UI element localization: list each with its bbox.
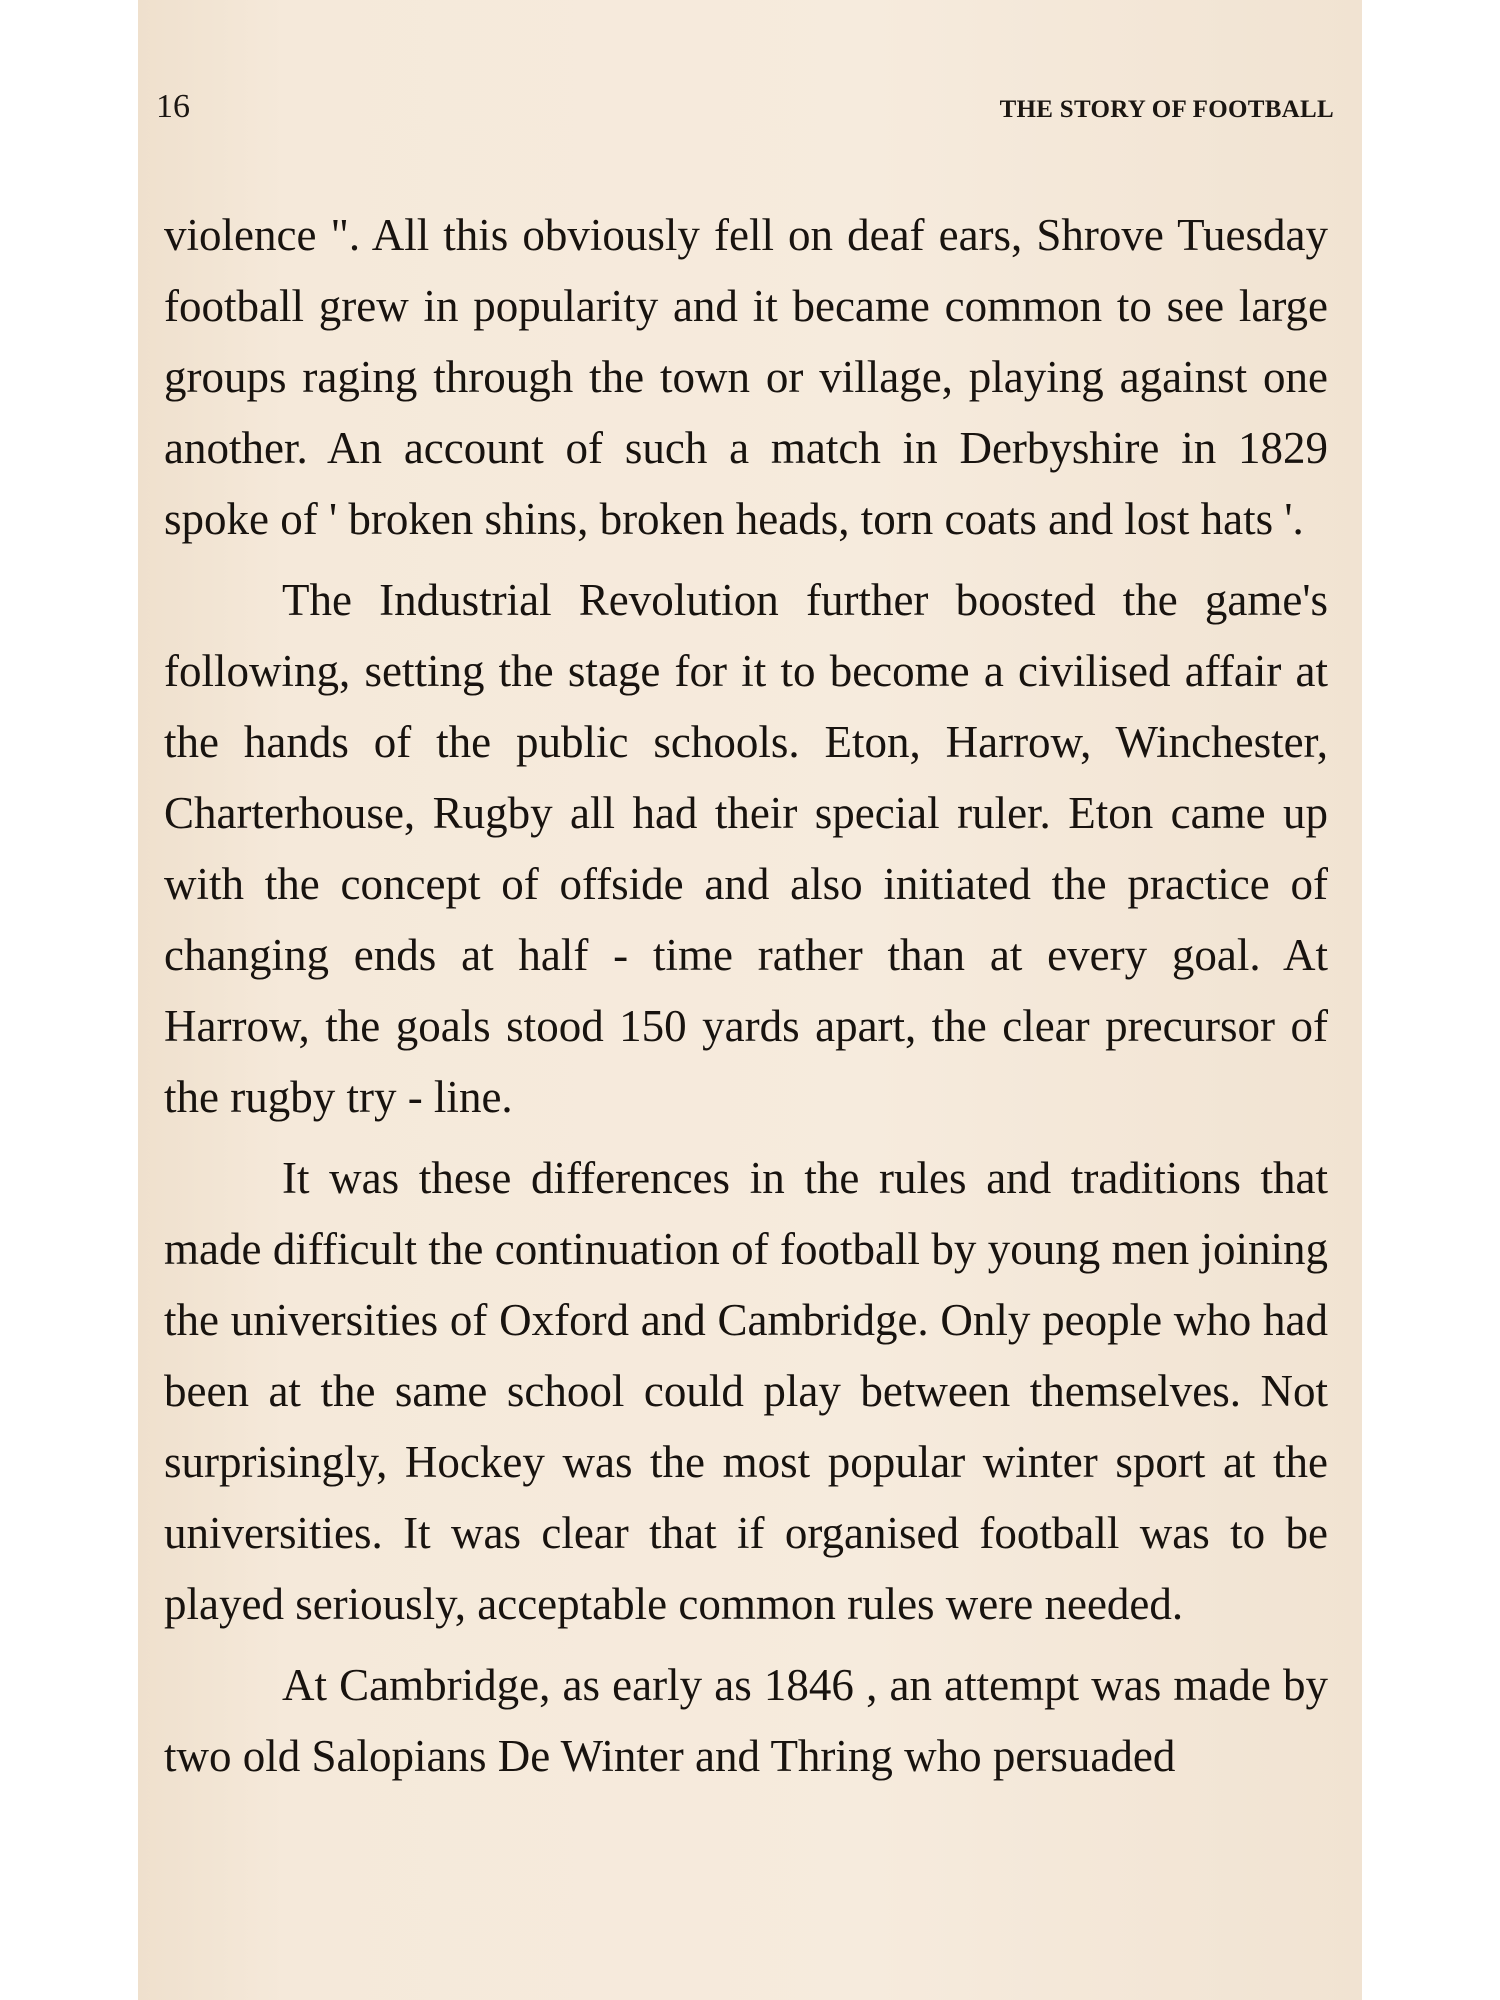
page-number: 16 <box>156 88 190 125</box>
paragraph-continuation: violence ". All this obviously fell on deaf ears, Shrove Tuesday football grew in popularity and it became common to see large groups raging through the town or village, playing against one another. An account of such a match in Derbyshire in 1829 spoke of ' broken shins, broken heads, torn coats and lost hats '. <box>164 210 1328 544</box>
paragraph-industrial-revolution: The Industrial Revolution further boosted the game's following, setting the stage for it to become a civilised affair at the hands of the public schools. Eton, Harrow, Winchester, Charterhouse, Rugby all had their special ruler. Eton came up with the concept of offside and also initiated the practice of changing ends at half - time rather than at every goal. At Harrow, the goals stood 150 yards apart, the clear precursor of the rugby try - line. <box>164 575 1328 1122</box>
body-text <box>164 200 1328 1802</box>
paragraph-rule-differences: It was these differences in the rules and traditions that made difficult the continuation of football by young men joining the universities of Oxford and Cambridge. Only people who had been at the same school could play between themselves. Not surprisingly, Hockey was the most popular winter sport at the universities. It was clear that if organised football was to be played seriously, acceptable common rules were needed. <box>164 1153 1328 1629</box>
paragraph-cambridge: At Cambridge, as early as 1846 , an attempt was made by two old Salopians De Winter and Thring who persuaded <box>164 1660 1328 1781</box>
page-header <box>138 88 1362 138</box>
running-title: THE STORY OF FOOTBALL <box>999 96 1334 123</box>
book-page <box>138 0 1362 2000</box>
